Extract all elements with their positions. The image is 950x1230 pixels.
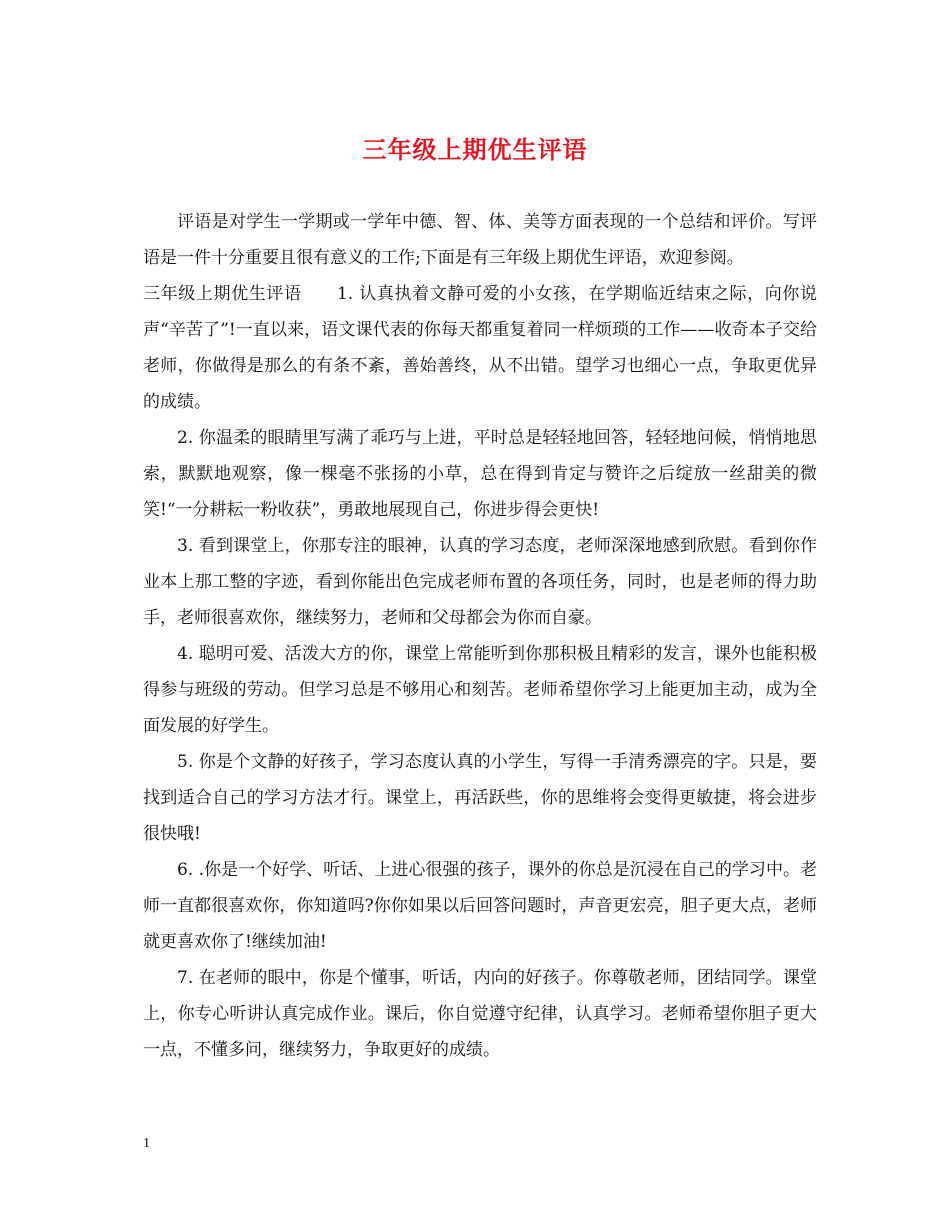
intro-paragraph: 评语是对学生一学期或一学年中德、智、体、美等方面表现的一个总结和评价。写评语是一件十分重要且很有意义的工作;下面是有三年级上期优生评语，欢迎参阅。	[143, 212, 817, 268]
comment-paragraph-6: 6. .你是一个好学、听话、上进心很强的孩子，课外的你总是沉浸在自己的学习中。老师一直都很喜欢你，你知道吗?你你如果以后回答问题时，声音更宏亮，胆子更大点，老师就更喜欢你了!继续加油!	[143, 860, 817, 952]
comment-paragraph-2: 2. 你温柔的眼睛里写满了乖巧与上进，平时总是轻轻地回答，轻轻地问候，悄悄地思索，默默地观察，像一棵毫不张扬的小草，总在得到肯定与赞许之后绽放一丝甜美的微笑!“一分耕耘一粉收获”，勇敢地展现自己，你进步得会更快!	[143, 428, 817, 520]
document-body	[143, 204, 817, 1068]
comment-paragraph-1: 三年级上期优生评语 1. 认真执着文静可爱的小女孩，在学期临近结束之际，向你说声“辛苦了”!一直以来，语文课代表的你每天都重复着同一样烦琐的工作——收奇本子交给老师，你做得是那么的有条不紊，善始善终，从不出错。望学习也细心一点，争取更优异的成绩。	[143, 284, 817, 412]
page-number: 1	[143, 1136, 150, 1151]
comment-paragraph-7: 7. 在老师的眼中，你是个懂事，听话，内向的好孩子。你尊敬老师，团结同学。课堂上，你专心听讲认真完成作业。课后，你自觉遵守纪律，认真学习。老师希望你胆子更大一点，不懂多问，继续努力，争取更好的成绩。	[143, 968, 817, 1060]
document-title: 三年级上期优生评语	[362, 135, 588, 164]
comment-paragraph-3: 3. 看到课堂上，你那专注的眼神，认真的学习态度，老师深深地感到欣慰。看到你作业本上那工整的字迹，看到你能出色完成老师布置的各项任务，同时，也是老师的得力助手，老师很喜欢你，继续努力，老师和父母都会为你而自豪。	[143, 536, 817, 628]
comment-paragraph-5: 5. 你是个文静的好孩子，学习态度认真的小学生，写得一手清秀漂亮的字。只是，要找到适合自己的学习方法才行。课堂上，再活跃些，你的思维将会变得更敏捷，将会进步很快哦!	[143, 752, 817, 844]
comment-paragraph-4: 4. 聪明可爱、活泼大方的你，课堂上常能听到你那积极且精彩的发言，课外也能积极得参与班级的劳动。但学习总是不够用心和刻苦。老师希望你学习上能更加主动，成为全面发展的好学生。	[143, 644, 817, 736]
